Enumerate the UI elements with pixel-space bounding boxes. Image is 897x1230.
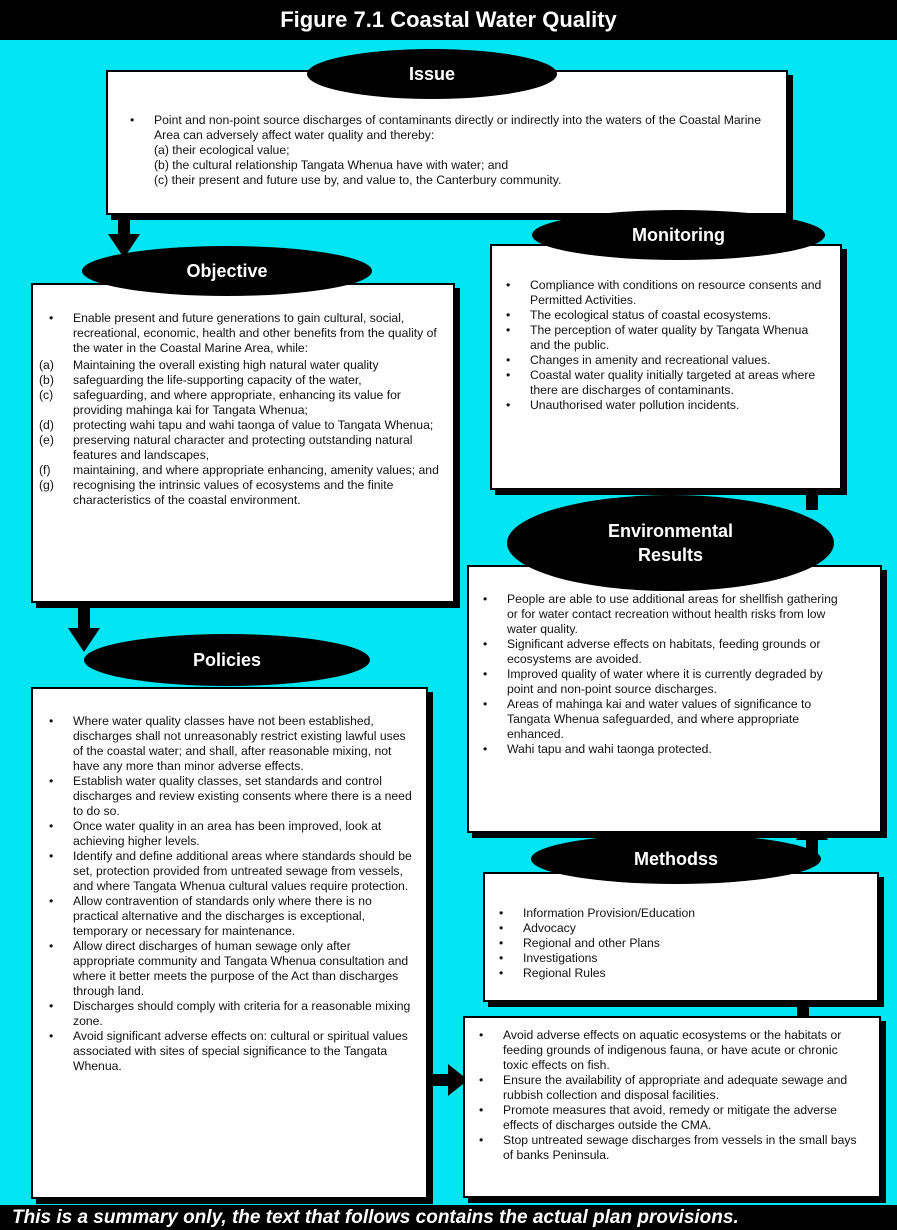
monitoring-item: • The ecological status of coastal ecosystems. (496, 308, 826, 323)
objective-label-b: (b) (39, 373, 54, 387)
env-results-item: • Areas of mahinga kai and water values of significance to Tangata Whenua safeguarded, and where appropriate enhanced. (473, 697, 850, 742)
policies-heading: Policies (84, 634, 370, 686)
env-results-heading-line1: Environmental (607, 521, 734, 541)
method-item: • Investigations (489, 951, 863, 966)
method-details-box (463, 1016, 881, 1198)
objective-label-a: (a) (39, 358, 54, 372)
env-results-heading (507, 495, 834, 591)
footer-note: This is a summary only, the text that follows contains the actual plan provisions. (0, 1205, 897, 1230)
method-detail-item: • Promote measures that avoid, remedy or mitigate the adverse effects of discharges outside the CMA. (469, 1103, 865, 1133)
objective-label-f: (f) (39, 463, 51, 477)
objective-intro: • Enable present and future generations to gain cultural, social, recreational, economic, health and other benefits from the quality of the water in the Coastal Marine Area, while: (39, 311, 441, 356)
env-results-heading-line2: Results (637, 545, 704, 565)
monitoring-item: • Compliance with conditions on resource consents and Permitted Activities. (496, 278, 826, 308)
env-results-item: • Significant adverse effects on habitats, feeding grounds or ecosystems are avoided. (473, 637, 850, 667)
methods-heading: Methodss (531, 834, 821, 884)
monitoring-box (490, 244, 842, 490)
method-detail-item: • Ensure the availability of appropriate and adequate sewage and rubbish collection and disposal facilities. (469, 1073, 865, 1103)
objective-item-c: (c) safeguarding, and where appropriate, enhancing its value for providing mahinga kai for Tangata Whenua; (39, 388, 401, 417)
objective-box (31, 283, 455, 603)
policy-item: • Identify and define additional areas where standards should be set, protection provided from untreated sewage from vessels, and where Tangata Whenua cultural values require protection. (39, 849, 412, 894)
policy-item: • Avoid significant adverse effects on: cultural or spiritual values associated with sites of special significance to the Tangata Whenua. (39, 1029, 412, 1074)
methods-box (483, 872, 879, 1002)
issue-item-a: (a) their ecological value; (154, 143, 290, 157)
method-item: • Information Provision/Education (489, 906, 863, 921)
policy-item: • Establish water quality classes, set standards and control discharges and review existing consents where there is a need to do so. (39, 774, 412, 819)
issue-item-b: (b) the cultural relationship Tangata Whenua have with water; and (154, 158, 509, 172)
policy-item: • Once water quality in an area has been improved, look at achieving higher levels. (39, 819, 412, 849)
objective-label-e: (e) (39, 433, 54, 447)
issue-intro: • Point and non-point source discharges of contaminants directly or indirectly into the waters of the Coastal Marine Area can adversely affect water quality and thereby: (120, 113, 772, 143)
issue-heading: Issue (307, 49, 557, 99)
objective-item-b: (b) safeguarding the life-supporting capacity of the water, (39, 373, 362, 387)
method-detail-item: • Avoid adverse effects on aquatic ecosystems or the habitats or feeding grounds of indigenous fauna, or have acute or chronic toxic effects on fish. (469, 1028, 865, 1073)
objective-item-a: (a) Maintaining the overall existing high natural water quality (39, 358, 379, 372)
env-results-item: • Improved quality of water where it is currently degraded by point and non-point source discharges. (473, 667, 850, 697)
env-results-box (467, 565, 882, 833)
env-results-item: • People are able to use additional areas for shellfish gathering or for water contact recreation without health risks from low water quality. (473, 592, 850, 637)
objective-item-g: (g) recognising the intrinsic values of ecosystems and the finite characteristics of the coastal environment. (39, 478, 394, 507)
monitoring-item: • The perception of water quality by Tangata Whenua and the public. (496, 323, 826, 353)
objective-label-d: (d) (39, 418, 54, 432)
method-item: • Regional and other Plans (489, 936, 863, 951)
objective-heading: Objective (82, 246, 372, 296)
arrow-objective-to-policies (68, 604, 100, 652)
policy-item: • Allow direct discharges of human sewage only after appropriate community and Tangata Whenua consultation and where it better meets the purpose of the Act than discharges through land. (39, 939, 412, 999)
objective-item-e: (e) preserving natural character and protecting outstanding natural features and landscapes, (39, 433, 413, 462)
monitoring-item: • Changes in amenity and recreational values. (496, 353, 826, 368)
policy-item: • Where water quality classes have not been established, discharges shall not unreasonably restrict existing lawful uses of the coastal water; and shall, after reasonable mixing, not have any more than minor adverse effects. (39, 714, 412, 774)
monitoring-item: • Unauthorised water pollution incidents. (496, 398, 826, 413)
monitoring-item: • Coastal water quality initially targeted at areas where there are discharges of contaminants. (496, 368, 826, 398)
method-item: • Advocacy (489, 921, 863, 936)
env-results-item: • Wahi tapu and wahi taonga protected. (473, 742, 850, 757)
objective-item-d: (d) protecting wahi tapu and wahi taonga of value to Tangata Whenua; (39, 418, 434, 432)
monitoring-heading: Monitoring (532, 210, 825, 260)
method-detail-item: • Stop untreated sewage discharges from vessels in the small bays of banks Peninsula. (469, 1133, 865, 1163)
objective-label-g: (g) (39, 478, 54, 492)
policies-box (31, 687, 428, 1199)
issue-item-c: (c) their present and future use by, and value to, the Canterbury community. (154, 173, 562, 187)
policy-item: • Discharges should comply with criteria for a reasonable mixing zone. (39, 999, 412, 1029)
method-item: • Regional Rules (489, 966, 863, 981)
objective-label-c: (c) (39, 388, 54, 402)
figure-title: Figure 7.1 Coastal Water Quality (0, 0, 897, 40)
objective-item-f: (f) maintaining, and where appropriate enhancing, amenity values; and (39, 463, 439, 477)
policy-item: • Allow contravention of standards only where there is no practical alternative and the discharges is exceptional, temporary or necessary for maintenance. (39, 894, 412, 939)
